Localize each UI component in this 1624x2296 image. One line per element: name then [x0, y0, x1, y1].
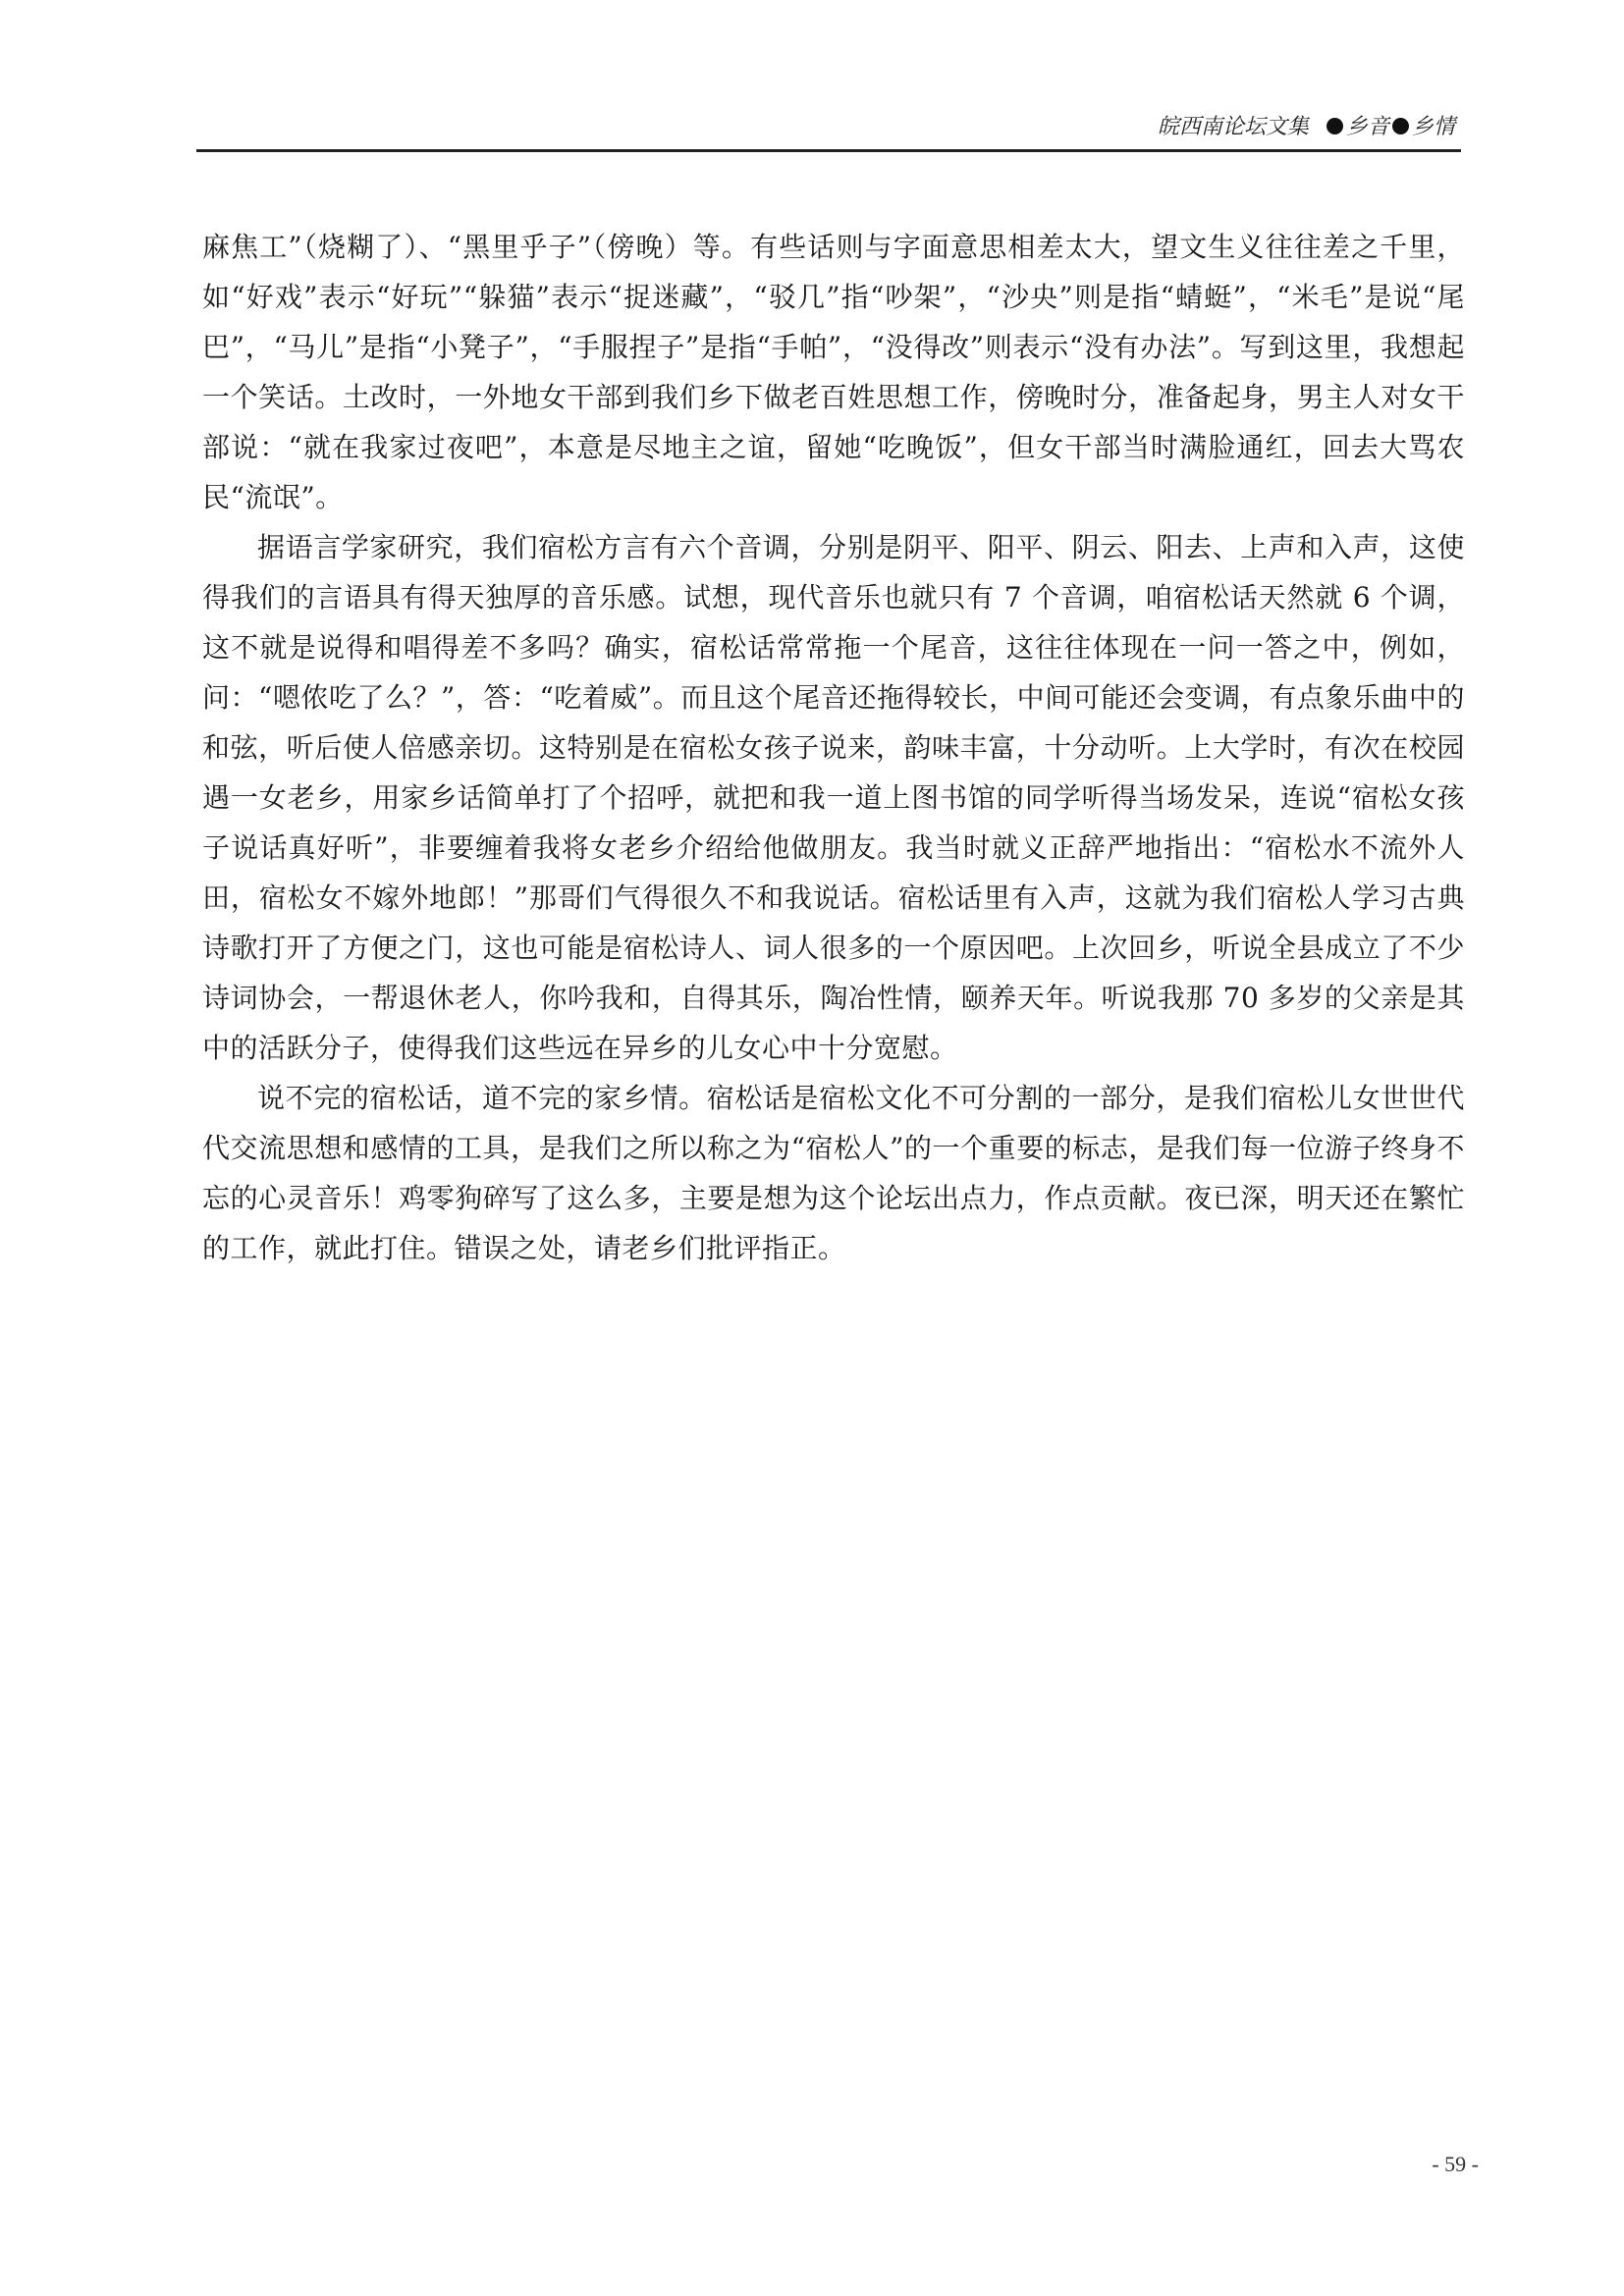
- bullet-dot-icon: [1392, 118, 1409, 134]
- paragraph-closing: 说不完的宿松话，道不完的家乡情。宿松话是宿松文化不可分割的一部分，是我们宿松儿女世世代代交流思想和感情的工具，是我们之所以称之为“宿松人”的一个重要的标志，是我们每一位游子终身不忘的心灵音乐！鸡零狗碎写了这么多，主要是想为这个论坛出点力，作点贡献。夜已深，明天还在繁忙的工作，就此打住。错误之处，请老乡们批评指正。: [202, 1082, 1465, 1264]
- bullet-dot-icon: [1326, 118, 1343, 134]
- paragraph-tones: 据语言学家研究，我们宿松方言有六个音调，分别是阴平、阳平、阴云、阳去、上声和入声，这使得我们的言语具有得天独厚的音乐感。试想，现代音乐也就只有 7 个音调，咱宿松话天然就 6 个调，这不就是说得和唱得差不多吗？确实，宿松话常常拖一个尾音，这往往体现在一问一答之中，例如，问：“嗯侬吃了么？”，答：“吃着威”。而且这个尾音还拖得较长，中间可能还会变调，有点象乐曲中的和弦，听后使人倍感亲切。这特别是在宿松女孩子说来，韵味丰富，十分动听。上大学时，有次在校园遇一女老乡，用家乡话简单打了个招呼，就把和我一道上图书馆的同学听得当场发呆，连说“宿松女孩子说话真好听”，非要缠着我将女老乡介绍给他做朋友。我当时就义正辞严地指出：“宿松水不流外人田，宿松女不嫁外地郎！”那哥们气得很久不和我说话。宿松话里有入声，这就为我们宿松人学习古典诗歌打开了方便之门，这也可能是宿松诗人、词人很多的一个原因吧。上次回乡，听说全县成立了不少诗词协会，一帮退休老人，你吟我和，自得其乐，陶冶性情，颐养天年。听说我那 70 多岁的父亲是其中的活跃分子，使得我们这些远在异乡的儿女心中十分宽慰。: [202, 531, 1465, 1064]
- collection-title: 皖西南论坛文集: [1157, 115, 1309, 139]
- header-tag-1: 乡音: [1345, 115, 1389, 139]
- running-header: [196, 110, 1461, 152]
- article-body: [202, 222, 1465, 1273]
- header-title-line: [1158, 114, 1455, 141]
- page-number: - 59 -: [1432, 2152, 1479, 2176]
- paragraph-continued: 麻焦工”（烧糊了）、“黑里乎子”（傍晚）等。有些话则与字面意思相差太大，望文生义往往差之千里，如“好戏”表示“好玩”“躲猫”表示“捉迷藏”，“驳几”指“吵架”，“沙央”则是指“蜻蜓”，“米毛”是说“尾巴”，“马儿”是指“小凳子”，“手服捏子”是指“手帕”，“没得改”则表示“没有办法”。写到这里，我想起一个笑话。土改时，一外地女干部到我们乡下做老百姓思想工作，傍晚时分，准备起身，男主人对女干部说：“就在我家过夜吧”，本意是尽地主之谊，留她“吃晚饭”，但女干部当时满脸通红，回去大骂农民“流氓”。: [202, 231, 1465, 513]
- header-tag-2: 乡情: [1411, 115, 1455, 139]
